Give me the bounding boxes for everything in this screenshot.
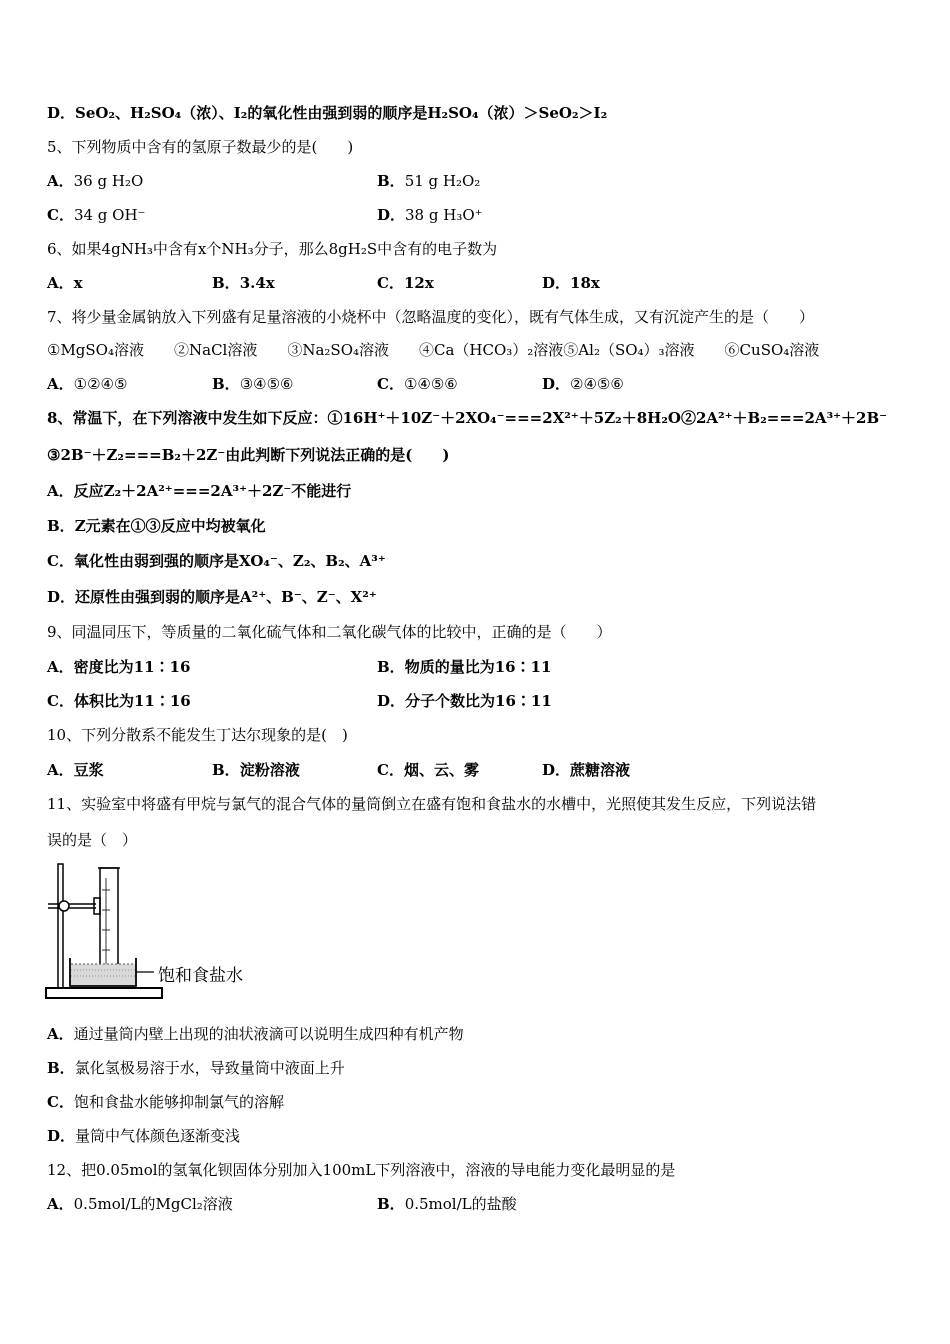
option-label: A． [47, 274, 74, 292]
q7-list: ①MgSO₄溶液 ②NaCl溶液 ③Na₂SO₄溶液 ④Ca（HCO₃）₂溶液⑤Al₂（SO₄）₃溶液 ⑥CuSO₄溶液 [47, 341, 820, 359]
option-text: 饱和食盐水能够抑制氯气的溶解 [73, 1093, 284, 1111]
option-text: 12x [403, 274, 434, 292]
q6-option-b [212, 273, 275, 293]
option-text: 淀粉溶液 [239, 761, 300, 779]
option-label: D． [377, 692, 406, 710]
option-label: C． [47, 1093, 74, 1111]
q7-option-b [212, 374, 293, 394]
q6-stem: 6、如果4gNH₃中含有x个NH₃分子，那么8gH₂S中含有的电子数为 [47, 240, 498, 258]
q10-option-d [542, 760, 630, 780]
q7-option-c [377, 374, 458, 394]
option-text: 36 g H₂O [73, 172, 144, 190]
q5-option-c [47, 205, 145, 225]
option-label: C． [377, 375, 404, 393]
figure-label: 饱和食盐水 [158, 966, 243, 986]
option-label: D． [542, 274, 571, 292]
option-label: D． [47, 1127, 76, 1145]
option-label: B． [212, 274, 240, 292]
option-text: 34 g OH⁻ [73, 206, 146, 224]
q5-option-a [47, 171, 143, 191]
option-text: 密度比为11∶16 [73, 658, 191, 676]
option-text: 还原性由强到弱的顺序是A²⁺、B⁻、Z⁻、X²⁺ [75, 588, 377, 606]
q9-stem: 9、同温同压下，等质量的二氧化硫气体和二氧化碳气体的比较中，正确的是（ ） [47, 623, 612, 641]
q9-option-b [377, 657, 551, 677]
option-text: 蔗糖溶液 [570, 761, 631, 779]
option-label: B． [377, 658, 405, 676]
option-label: D． [47, 588, 76, 606]
option-label: D． [542, 761, 571, 779]
option-label: B． [47, 517, 75, 535]
q10-option-a [47, 760, 104, 780]
graduated-cylinder-diagram [44, 860, 274, 1010]
option-text: 物质的量比为16∶11 [404, 658, 552, 676]
q8-option-a [47, 481, 351, 501]
q9-option-c [47, 691, 191, 711]
option-text: 分子个数比为16∶11 [405, 692, 552, 710]
option-label: A． [47, 1025, 74, 1043]
option-text: 豆浆 [73, 761, 104, 779]
option-text: 氧化性由弱到强的顺序是XO₄⁻、Z₂、B₂、A³⁺ [73, 552, 386, 570]
option-label: C． [377, 761, 404, 779]
q9-option-d [377, 691, 552, 711]
option-label: A． [47, 1195, 74, 1213]
option-text: Z元素在①③反应中均被氧化 [74, 517, 266, 535]
q11-option-d [47, 1126, 240, 1146]
q10-option-c [377, 760, 479, 780]
option-text: 烟、云、雾 [403, 761, 479, 779]
option-label: D． [542, 375, 571, 393]
q7-option-d [542, 374, 624, 394]
q5-option-b [377, 171, 480, 191]
option-label: A． [47, 761, 74, 779]
option-label: A． [47, 482, 74, 500]
option-text: 氯化氢极易溶于水，导致量筒中液面上升 [74, 1059, 345, 1077]
option-text: ③④⑤⑥ [239, 375, 294, 393]
q8-stem-line1: 8、常温下，在下列溶液中发生如下反应：①16H⁺＋10Z⁻＋2XO₄⁻===2X²⁺＋5Z₂＋8H₂O②2A²⁺＋B₂===2A³⁺＋2B⁻ [47, 409, 888, 427]
option-label: B． [377, 1195, 405, 1213]
q7-option-a [47, 374, 127, 394]
option-label: D． [377, 206, 406, 224]
q8-option-c [47, 551, 386, 571]
option-text: 0.5mol/L的MgCl₂溶液 [73, 1195, 233, 1213]
option-label: A． [47, 172, 74, 190]
option-text: 反应Z₂＋2A²⁺===2A³⁺＋2Z⁻不能进行 [73, 482, 352, 500]
q12-option-b [377, 1194, 517, 1214]
option-text: SeO₂、H₂SO₄（浓）、I₂的氧化性由强到弱的顺序是H₂SO₄（浓）＞SeO₂＞I₂ [75, 104, 608, 122]
option-text: 体积比为11∶16 [73, 692, 191, 710]
option-label: B． [377, 172, 405, 190]
q10-option-b [212, 760, 300, 780]
option-text: ②④⑤⑥ [570, 375, 624, 393]
option-label: B． [47, 1059, 75, 1077]
option-label: A． [47, 658, 74, 676]
option-text: x [73, 274, 83, 292]
option-text: ①④⑤⑥ [403, 375, 458, 393]
option-text: 通过量筒内壁上出现的油状液滴可以说明生成四种有机产物 [73, 1025, 464, 1043]
q8-option-d [47, 587, 377, 607]
option-label: B． [212, 375, 240, 393]
option-label: C． [377, 274, 404, 292]
q7-stem: 7、将少量金属钠放入下列盛有足量溶液的小烧杯中（忽略温度的变化），既有气体生成，又有沉淀产生的是（ ） [47, 308, 815, 326]
option-label: C． [47, 206, 74, 224]
q9-option-a [47, 657, 190, 677]
q11-option-a [47, 1024, 464, 1044]
q5-stem: 5、下列物质中含有的氢原子数最少的是( ) [47, 138, 354, 156]
q11-option-b [47, 1058, 345, 1078]
option-text: 18x [570, 274, 600, 292]
q4-option-d [47, 103, 607, 123]
q6-option-c [377, 273, 434, 293]
option-text: 0.5mol/L的盐酸 [404, 1195, 517, 1213]
q6-option-a [47, 273, 83, 293]
option-label: B． [212, 761, 240, 779]
q12-option-a [47, 1194, 233, 1214]
q11-option-c [47, 1092, 284, 1112]
option-label: A． [47, 375, 74, 393]
q5-option-d [377, 205, 483, 225]
option-label: C． [47, 692, 74, 710]
option-text: 51 g H₂O₂ [404, 172, 481, 190]
option-text: 38 g H₃O⁺ [405, 206, 483, 224]
q11-stem-line2: 误的是（ ） [47, 831, 138, 849]
option-text: 量筒中气体颜色逐渐变浅 [75, 1127, 241, 1145]
option-label: D． [47, 104, 76, 122]
option-text: 3.4x [239, 274, 275, 292]
q8-stem-line2: ③2B⁻＋Z₂===B₂＋2Z⁻由此判断下列说法正确的是( ) [47, 446, 450, 464]
q11-stem-line1: 11、实验室中将盛有甲烷与氯气的混合气体的量筒倒立在盛有饱和食盐水的水槽中，光照使其发生反应，下列说法错 [47, 795, 817, 813]
option-label: C． [47, 552, 74, 570]
q8-option-b [47, 516, 266, 536]
q12-stem: 12、把0.05mol的氢氧化钡固体分别加入100mL下列溶液中，溶液的导电能力变化最明显的是 [47, 1161, 676, 1179]
option-text: ①②④⑤ [73, 375, 128, 393]
q10-stem: 10、下列分散系不能发生丁达尔现象的是( ) [47, 726, 348, 744]
q6-option-d [542, 273, 600, 293]
